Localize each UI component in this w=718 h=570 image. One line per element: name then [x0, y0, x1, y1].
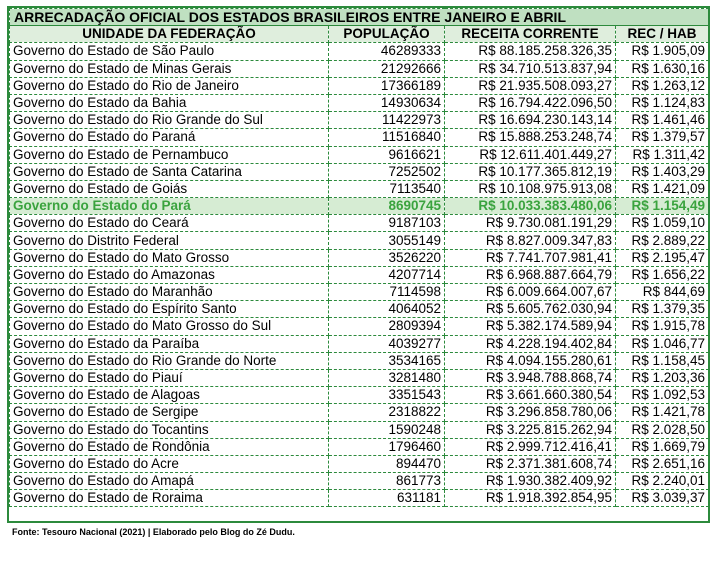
cell-population: 861773 [329, 473, 445, 490]
cell-revenue: R$ 1.918.392.854,95 [445, 490, 616, 507]
cell-revenue: R$ 16.694.230.143,14 [445, 112, 616, 129]
cell-per-capita: R$ 2.240,01 [616, 473, 709, 490]
cell-unit: Governo do Estado do Paraná [10, 129, 329, 146]
table-row [10, 249, 709, 266]
cell-unit: Governo do Estado do Ceará [10, 215, 329, 232]
cell-per-capita: R$ 1.630,16 [616, 60, 709, 77]
cell-per-capita: R$ 2.651,16 [616, 455, 709, 472]
cell-per-capita: R$ 1.905,09 [616, 43, 709, 60]
table-body [10, 43, 709, 507]
cell-unit: Governo do Estado do Maranhão [10, 284, 329, 301]
cell-population: 7252502 [329, 163, 445, 180]
revenue-table-frame [7, 6, 710, 523]
cell-revenue: R$ 15.888.253.248,74 [445, 129, 616, 146]
cell-revenue: R$ 6.968.887.664,79 [445, 266, 616, 283]
cell-revenue: R$ 6.009.664.007,67 [445, 284, 616, 301]
cell-population: 17366189 [329, 77, 445, 94]
cell-per-capita: R$ 1.059,10 [616, 215, 709, 232]
table-title-row [10, 9, 709, 26]
header-revenue: RECEITA CORRENTE [445, 26, 616, 43]
cell-per-capita: R$ 1.158,45 [616, 352, 709, 369]
cell-revenue: R$ 3.225.815.262,94 [445, 421, 616, 438]
table-row [10, 455, 709, 472]
cell-population: 4207714 [329, 266, 445, 283]
cell-revenue: R$ 10.108.975.913,08 [445, 180, 616, 197]
cell-unit: Governo do Estado de Rondônia [10, 438, 329, 455]
table-row [10, 369, 709, 386]
cell-unit: Governo do Estado da Bahia [10, 94, 329, 111]
cell-revenue: R$ 10.177.365.812,19 [445, 163, 616, 180]
cell-revenue: R$ 10.033.383.480,06 [445, 198, 616, 215]
cell-per-capita: R$ 1.046,77 [616, 335, 709, 352]
cell-unit: Governo do Estado do Amazonas [10, 266, 329, 283]
cell-revenue: R$ 88.185.258.326,35 [445, 43, 616, 60]
cell-unit: Governo do Estado do Acre [10, 455, 329, 472]
cell-population: 4064052 [329, 301, 445, 318]
cell-revenue: R$ 21.935.508.093,27 [445, 77, 616, 94]
table-row [10, 335, 709, 352]
cell-population: 3351543 [329, 387, 445, 404]
cell-population: 3055149 [329, 232, 445, 249]
cell-population: 3281480 [329, 369, 445, 386]
cell-per-capita: R$ 1.461,46 [616, 112, 709, 129]
cell-revenue: R$ 2.999.712.416,41 [445, 438, 616, 455]
cell-population: 1590248 [329, 421, 445, 438]
cell-per-capita: R$ 1.092,53 [616, 387, 709, 404]
cell-per-capita: R$ 2.195,47 [616, 249, 709, 266]
cell-population: 8690745 [329, 198, 445, 215]
table-row [10, 163, 709, 180]
table-header-row [10, 26, 709, 43]
table-row [10, 60, 709, 77]
table-row [10, 146, 709, 163]
cell-population: 7114598 [329, 284, 445, 301]
cell-unit: Governo do Estado do Piauí [10, 369, 329, 386]
cell-unit: Governo do Estado do Amapá [10, 473, 329, 490]
cell-population: 11516840 [329, 129, 445, 146]
table-row [10, 421, 709, 438]
table-row [10, 352, 709, 369]
cell-unit: Governo do Estado do Espírito Santo [10, 301, 329, 318]
cell-revenue: R$ 5.382.174.589,94 [445, 318, 616, 335]
cell-unit: Governo do Estado de Santa Catarina [10, 163, 329, 180]
cell-population: 1796460 [329, 438, 445, 455]
cell-revenue: R$ 9.730.081.191,29 [445, 215, 616, 232]
cell-unit: Governo do Estado da Paraíba [10, 335, 329, 352]
table-row [10, 129, 709, 146]
source-note: Fonte: Tesouro Nacional (2021) | Elaborado pelo Blog do Zé Dudu. [12, 527, 295, 537]
cell-per-capita: R$ 1.669,79 [616, 438, 709, 455]
cell-per-capita: R$ 2.889,22 [616, 232, 709, 249]
header-unit: UNIDADE DA FEDERAÇÃO [10, 26, 329, 43]
cell-per-capita: R$ 1.379,57 [616, 129, 709, 146]
cell-population: 894470 [329, 455, 445, 472]
cell-unit: Governo do Estado do Rio de Janeiro [10, 77, 329, 94]
cell-per-capita: R$ 1.403,29 [616, 163, 709, 180]
header-per-capita: REC / HAB [616, 26, 709, 43]
cell-unit: Governo do Estado de Sergipe [10, 404, 329, 421]
table-row [10, 43, 709, 60]
cell-revenue: R$ 1.930.382.409,92 [445, 473, 616, 490]
cell-unit: Governo do Distrito Federal [10, 232, 329, 249]
cell-unit: Governo do Estado do Mato Grosso [10, 249, 329, 266]
cell-population: 3526220 [329, 249, 445, 266]
cell-population: 21292666 [329, 60, 445, 77]
cell-unit: Governo do Estado de Goiás [10, 180, 329, 197]
cell-per-capita: R$ 1.311,42 [616, 146, 709, 163]
cell-per-capita: R$ 1.421,78 [616, 404, 709, 421]
cell-unit: Governo do Estado de Alagoas [10, 387, 329, 404]
table-row [10, 94, 709, 111]
table-row [10, 318, 709, 335]
table-row [10, 473, 709, 490]
cell-revenue: R$ 2.371.381.608,74 [445, 455, 616, 472]
cell-unit: Governo do Estado de Pernambuco [10, 146, 329, 163]
cell-revenue: R$ 34.710.513.837,94 [445, 60, 616, 77]
cell-per-capita: R$ 1.263,12 [616, 77, 709, 94]
cell-revenue: R$ 12.611.401.449,27 [445, 146, 616, 163]
cell-revenue: R$ 16.794.422.096,50 [445, 94, 616, 111]
cell-per-capita: R$ 1.154,49 [616, 198, 709, 215]
table-row [10, 215, 709, 232]
cell-unit: Governo do Estado de Roraima [10, 490, 329, 507]
cell-per-capita: R$ 1.656,22 [616, 266, 709, 283]
cell-revenue: R$ 3.661.660.380,54 [445, 387, 616, 404]
table-row [10, 266, 709, 283]
table-row [10, 301, 709, 318]
table-row [10, 490, 709, 507]
table-row [10, 232, 709, 249]
cell-revenue: R$ 7.741.707.981,41 [445, 249, 616, 266]
cell-population: 631181 [329, 490, 445, 507]
cell-revenue: R$ 4.228.194.402,84 [445, 335, 616, 352]
cell-population: 14930634 [329, 94, 445, 111]
cell-unit: Governo do Estado de Minas Gerais [10, 60, 329, 77]
table-row [10, 404, 709, 421]
cell-per-capita: R$ 1.915,78 [616, 318, 709, 335]
cell-per-capita: R$ 1.124,83 [616, 94, 709, 111]
cell-unit: Governo do Estado do Pará [10, 198, 329, 215]
cell-population: 11422973 [329, 112, 445, 129]
table-row [10, 284, 709, 301]
cell-revenue: R$ 4.094.155.280,61 [445, 352, 616, 369]
table-row [10, 198, 709, 215]
cell-per-capita: R$ 844,69 [616, 284, 709, 301]
cell-unit: Governo do Estado do Mato Grosso do Sul [10, 318, 329, 335]
table-row [10, 77, 709, 94]
cell-revenue: R$ 3.296.858.780,06 [445, 404, 616, 421]
cell-population: 9616621 [329, 146, 445, 163]
header-population: POPULAÇÃO [329, 26, 445, 43]
cell-population: 4039277 [329, 335, 445, 352]
table-title: ARRECADAÇÃO OFICIAL DOS ESTADOS BRASILEIROS ENTRE JANEIRO E ABRIL [10, 9, 709, 26]
cell-per-capita: R$ 1.203,36 [616, 369, 709, 386]
cell-per-capita: R$ 3.039,37 [616, 490, 709, 507]
cell-unit: Governo do Estado do Rio Grande do Sul [10, 112, 329, 129]
cell-unit: Governo do Estado do Rio Grande do Norte [10, 352, 329, 369]
cell-unit: Governo do Estado do Tocantins [10, 421, 329, 438]
cell-per-capita: R$ 2.028,50 [616, 421, 709, 438]
table-row [10, 180, 709, 197]
cell-revenue: R$ 8.827.009.347,83 [445, 232, 616, 249]
revenue-table [9, 8, 709, 507]
cell-revenue: R$ 5.605.762.030,94 [445, 301, 616, 318]
cell-population: 2809394 [329, 318, 445, 335]
table-row [10, 438, 709, 455]
cell-population: 46289333 [329, 43, 445, 60]
cell-per-capita: R$ 1.379,35 [616, 301, 709, 318]
cell-unit: Governo do Estado de São Paulo [10, 43, 329, 60]
cell-per-capita: R$ 1.421,09 [616, 180, 709, 197]
table-row [10, 112, 709, 129]
cell-population: 2318822 [329, 404, 445, 421]
cell-population: 3534165 [329, 352, 445, 369]
table-row [10, 387, 709, 404]
cell-population: 9187103 [329, 215, 445, 232]
cell-population: 7113540 [329, 180, 445, 197]
cell-revenue: R$ 3.948.788.868,74 [445, 369, 616, 386]
